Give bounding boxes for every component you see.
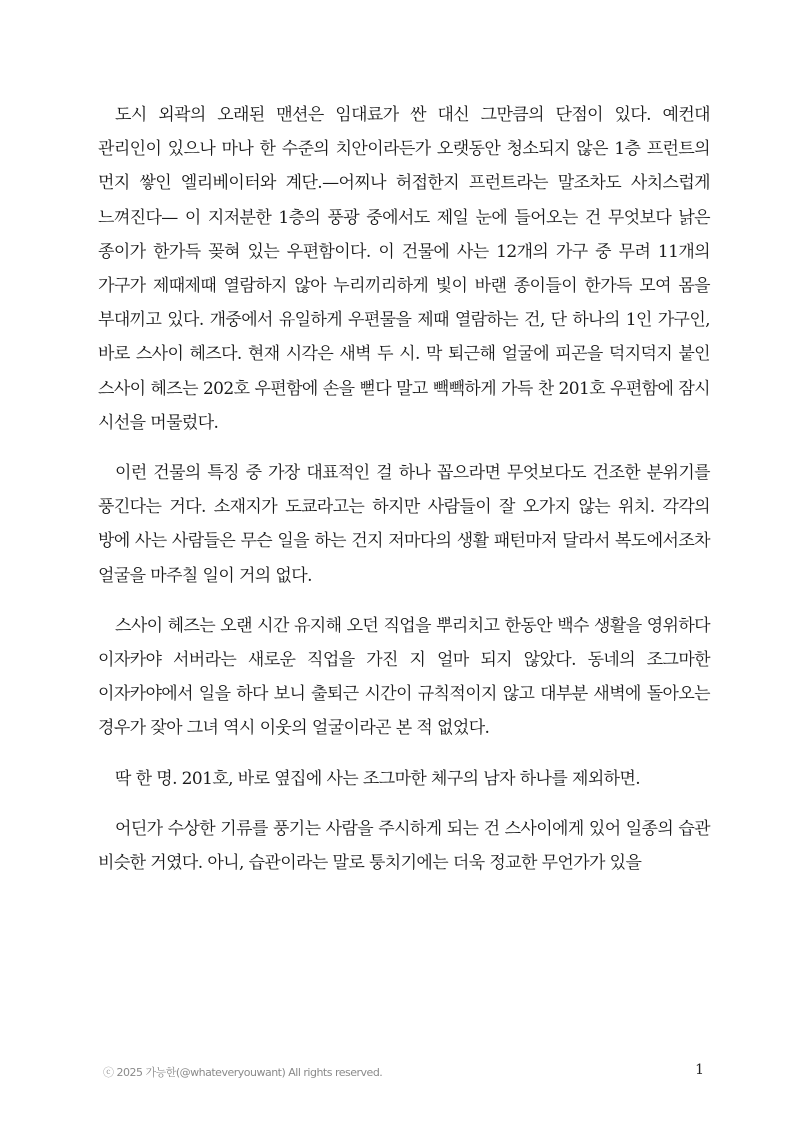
paragraph-1: 도시 외곽의 오래된 맨션은 임대료가 싼 대신 그만큼의 단점이 있다. 예컨대 관리인이 있으나 마나 한 수준의 치안이라든가 오랫동안 청소되지 않은 1층 프런트의 먼지 쌓인 엘리베이터와 계단.—어찌나 허접한지 프런트라는 말조차도 사치스럽게 느껴진다— 이 지저분한 1층의 풍광 중에서도 제일 눈에 들어오는 건 무엇보다 낡은 종이가 한가득 꽂혀 있는 우편함이다. 이 건물에 사는 12개의 가구 중 무려 11개의 가구가 제때제때 열람하지 않아 누리끼리하게 빛이 바랜 종이들이 한가득 모여 몸을 부대끼고 있다. 개중에서 유일하게 우편물을 제때 열람하는 건, 단 하나의 1인 가구인, 바로 스사이 헤즈다. 현재 시각은 새벽 두 시. 막 퇴근해 얼굴에 피곤을 덕지덕지 붙인 스사이 헤즈는 202호 우편함에 손을 뻗다 말고 빽빽하게 가득 찬 201호 우편함에 잠시 시선을 머물렀다. [98,105,710,433]
body-text [98,98,710,880]
paragraph-2: 이런 건물의 특징 중 가장 대표적인 걸 하나 꼽으라면 무엇보다도 건조한 분위기를 풍긴다는 거다. 소재지가 도쿄라고는 하지만 사람들이 잘 오가지 않는 위치. 각각의 방에 사는 사람들은 무슨 일을 하는 건지 저마다의 생활 패턴마저 달라서 복도에서조차 얼굴을 마주칠 일이 거의 없다. [98,463,710,586]
paragraph-3: 스사이 헤즈는 오랜 시간 유지해 오던 직업을 뿌리치고 한동안 백수 생활을 영위하다 이자카야 서버라는 새로운 직업을 가진 지 얼마 되지 않았다. 동네의 조그마한 이자카야에서 일을 하다 보니 출퇴근 시간이 규칙적이지 않고 대부분 새벽에 돌아오는 경우가 잦아 그녀 역시 이웃의 얼굴이라곤 본 적 없었다. [98,615,710,739]
copyright-notice: ⓒ 2025 가능한(@whateveryouwant) All rights reserved. [103,1066,383,1079]
paragraph-5: 어딘가 수상한 기류를 풍기는 사람을 주시하게 되는 건 스사이에게 있어 일종의 습관 비슷한 거였다. 아니, 습관이라는 말로 퉁치기에는 더욱 정교한 무언가가 있을 [98,818,710,874]
paragraph-4: 딱 한 명. 201호, 바로 옆집에 사는 조그마한 체구의 남자 하나를 제외하면. [115,768,641,789]
page-number: 1 [695,1062,704,1078]
